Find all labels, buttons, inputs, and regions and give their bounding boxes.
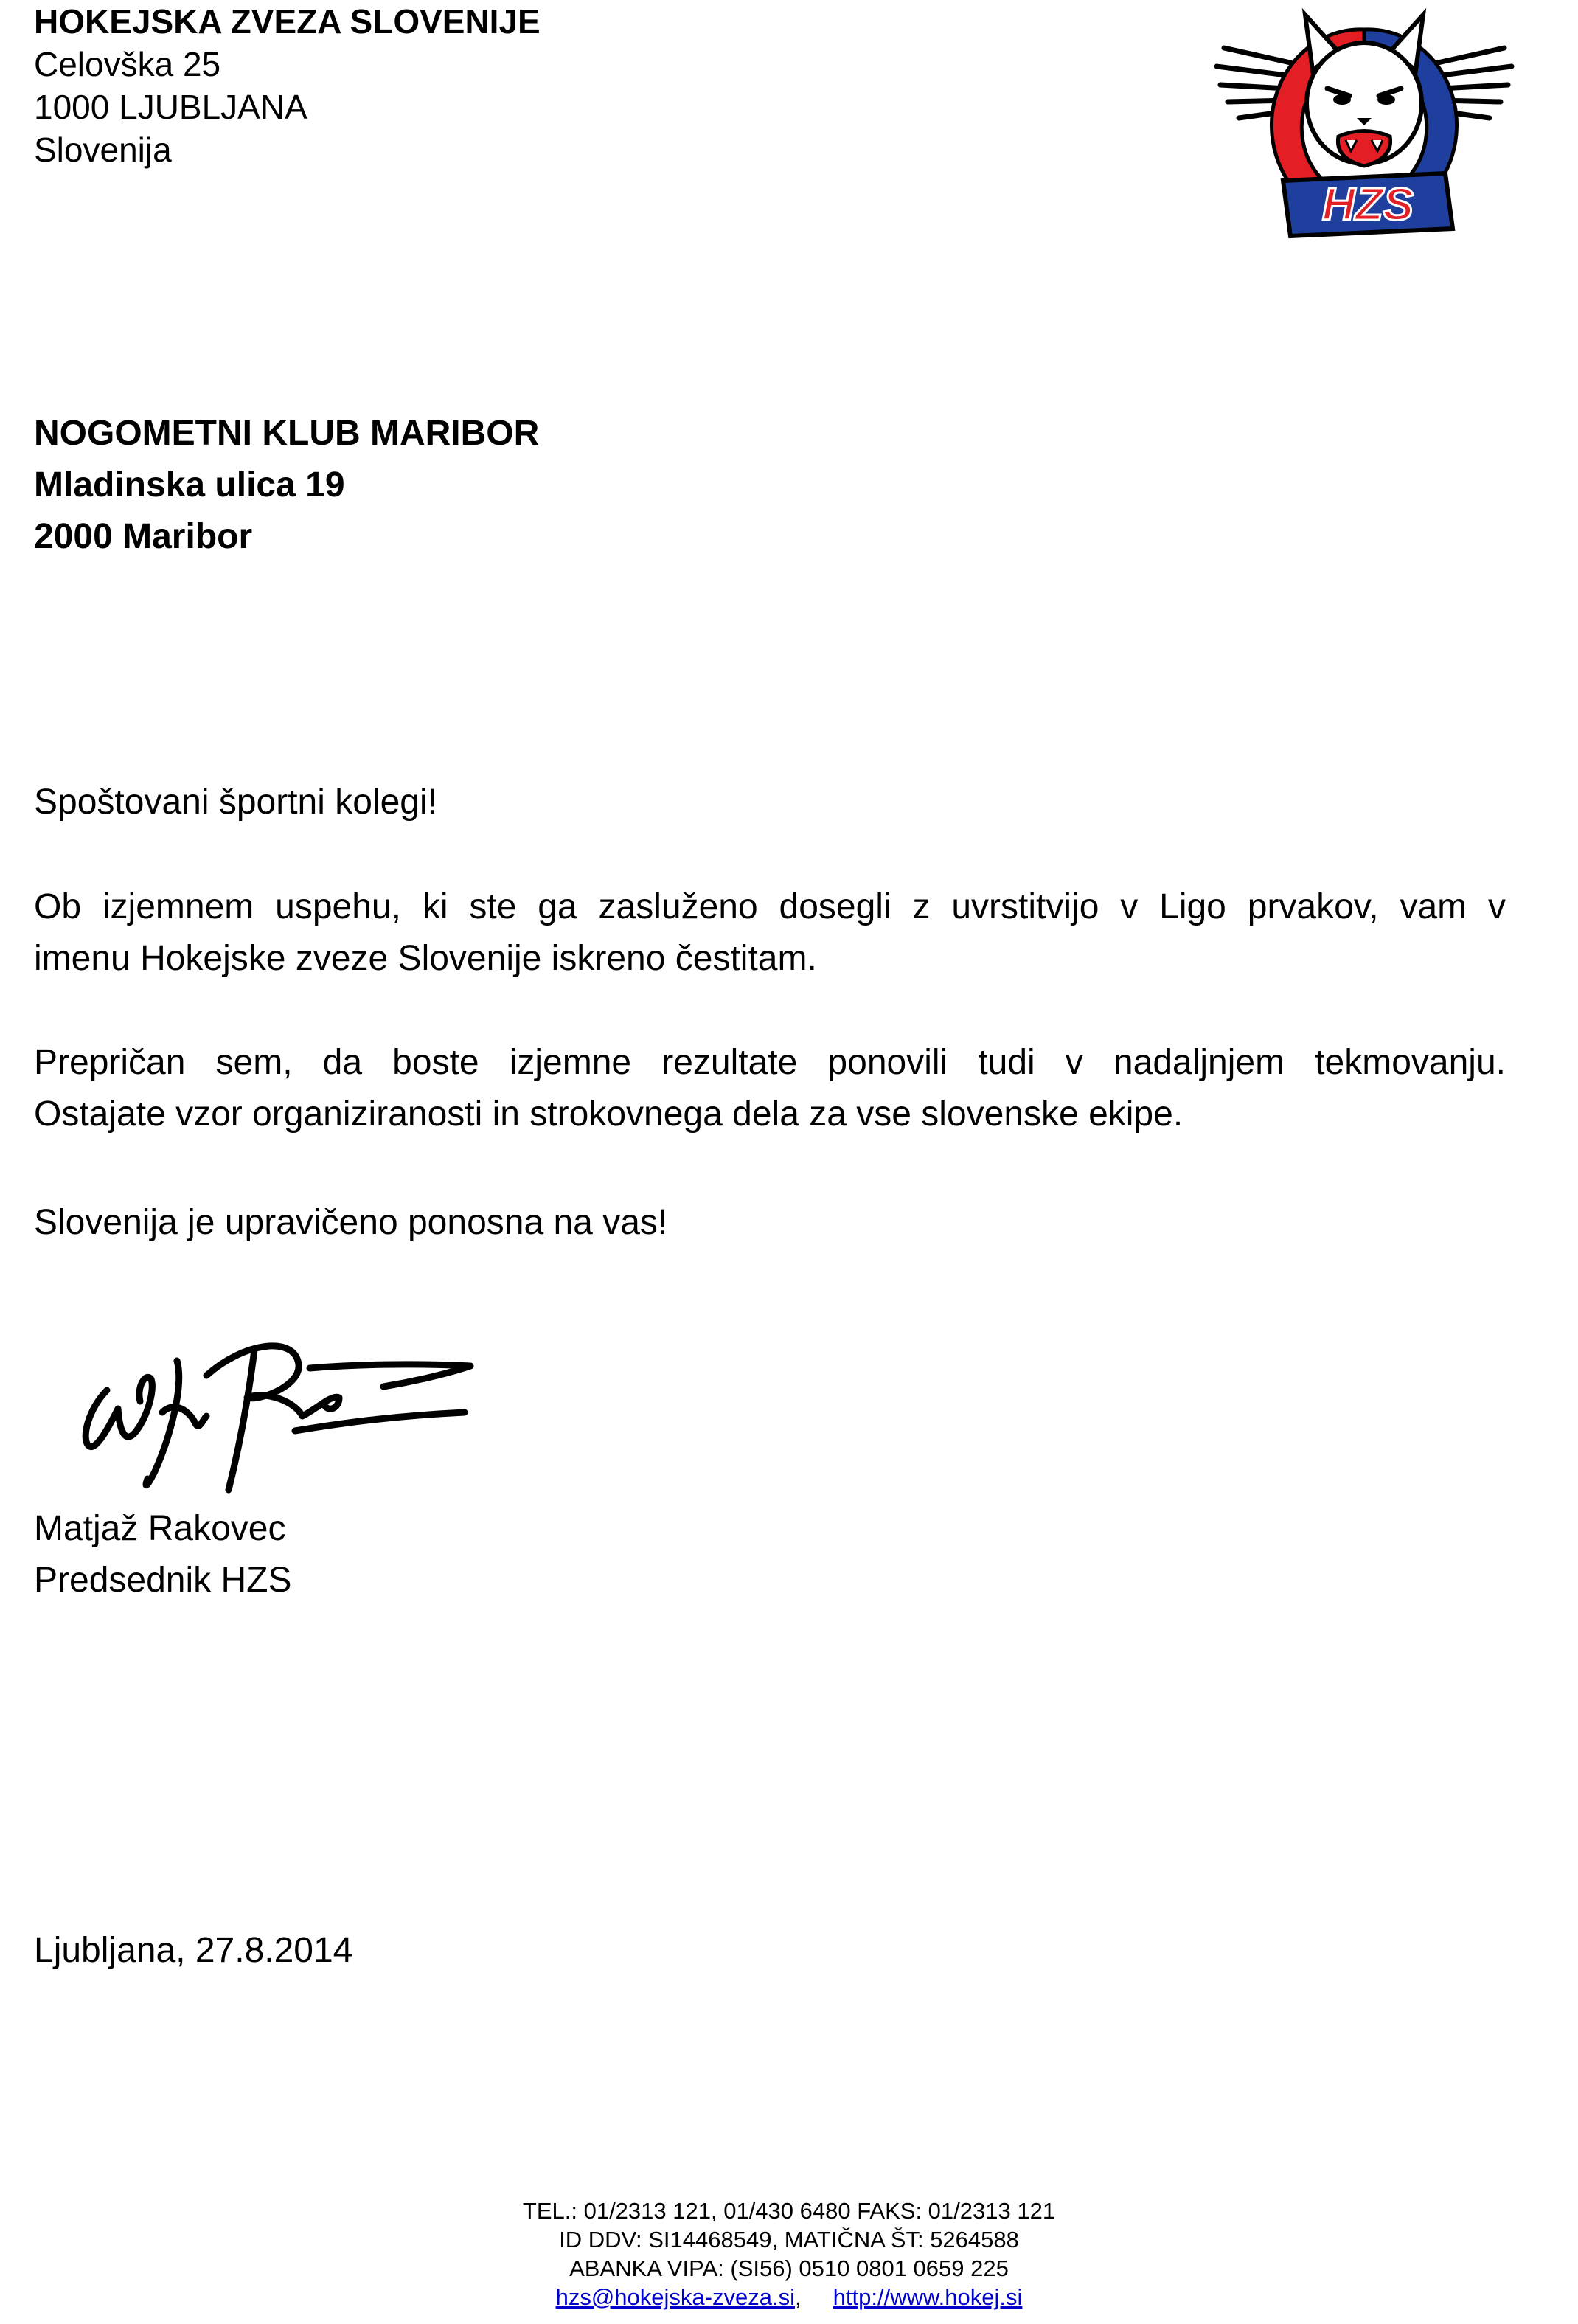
footer-phone-fax: TEL.: 01/2313 121, 01/430 6480 FAKS: 01/2313 121 xyxy=(522,2198,1056,2224)
footer-separator: , xyxy=(794,2284,802,2310)
paragraph-line: Ostajate vzor organiziranosti in strokovnega dela za vse slovenske ekipe. xyxy=(34,1095,1184,1134)
paragraph-line: Ob izjemnem uspehu, ki ste ga zasluženo dosegli z uvrstitvijo v Ligo prvakov, vam v xyxy=(34,887,1506,926)
paragraph-line: imenu Hokejske zveze Slovenije iskreno čestitam. xyxy=(34,939,817,978)
recipient-street: Mladinska ulica 19 xyxy=(34,465,345,504)
email-link[interactable]: hzs@hokejska-zveza.si xyxy=(555,2284,795,2310)
footer xyxy=(0,2196,1578,2311)
sender-street: Celovška 25 xyxy=(34,45,221,83)
signer-title: Predsednik HZS xyxy=(34,1561,292,1600)
sender-country: Slovenija xyxy=(34,131,172,169)
closing-line: Slovenija je upravičeno ponosna na vas! xyxy=(34,1203,668,1242)
hzs-lynx-logo-icon xyxy=(1209,7,1519,251)
paragraph-congratulations xyxy=(34,881,1506,985)
recipient-city: 2000 Maribor xyxy=(34,517,253,556)
svg-text:HZS: HZS xyxy=(1322,179,1414,230)
paragraph-wishes xyxy=(34,1037,1506,1140)
footer-contacts xyxy=(0,2283,1578,2311)
paragraph-line: Prepričan sem, da boste izjemne rezultate ponovili tudi v nadaljnjem tekmovanju. xyxy=(34,1043,1506,1082)
sender-name: HOKEJSKA ZVEZA SLOVENIJE xyxy=(34,2,541,41)
footer-bank-account: ABANKA VIPA: (SI56) 0510 0801 0659 225 xyxy=(569,2255,1009,2281)
handwritten-signature-icon xyxy=(74,1320,487,1512)
footer-tax-id: ID DDV: SI14468549, MATIČNA ŠT: 5264588 xyxy=(559,2227,1019,2252)
website-link[interactable]: http://www.hokej.si xyxy=(833,2284,1023,2310)
salutation: Spoštovani športni kolegi! xyxy=(34,783,437,822)
sender-city: 1000 LJUBLJANA xyxy=(34,88,307,126)
recipient-name: NOGOMETNI KLUB MARIBOR xyxy=(34,414,540,453)
signer-name: Matjaž Rakovec xyxy=(34,1509,286,1548)
place-date: Ljubljana, 27.8.2014 xyxy=(34,1931,353,1970)
